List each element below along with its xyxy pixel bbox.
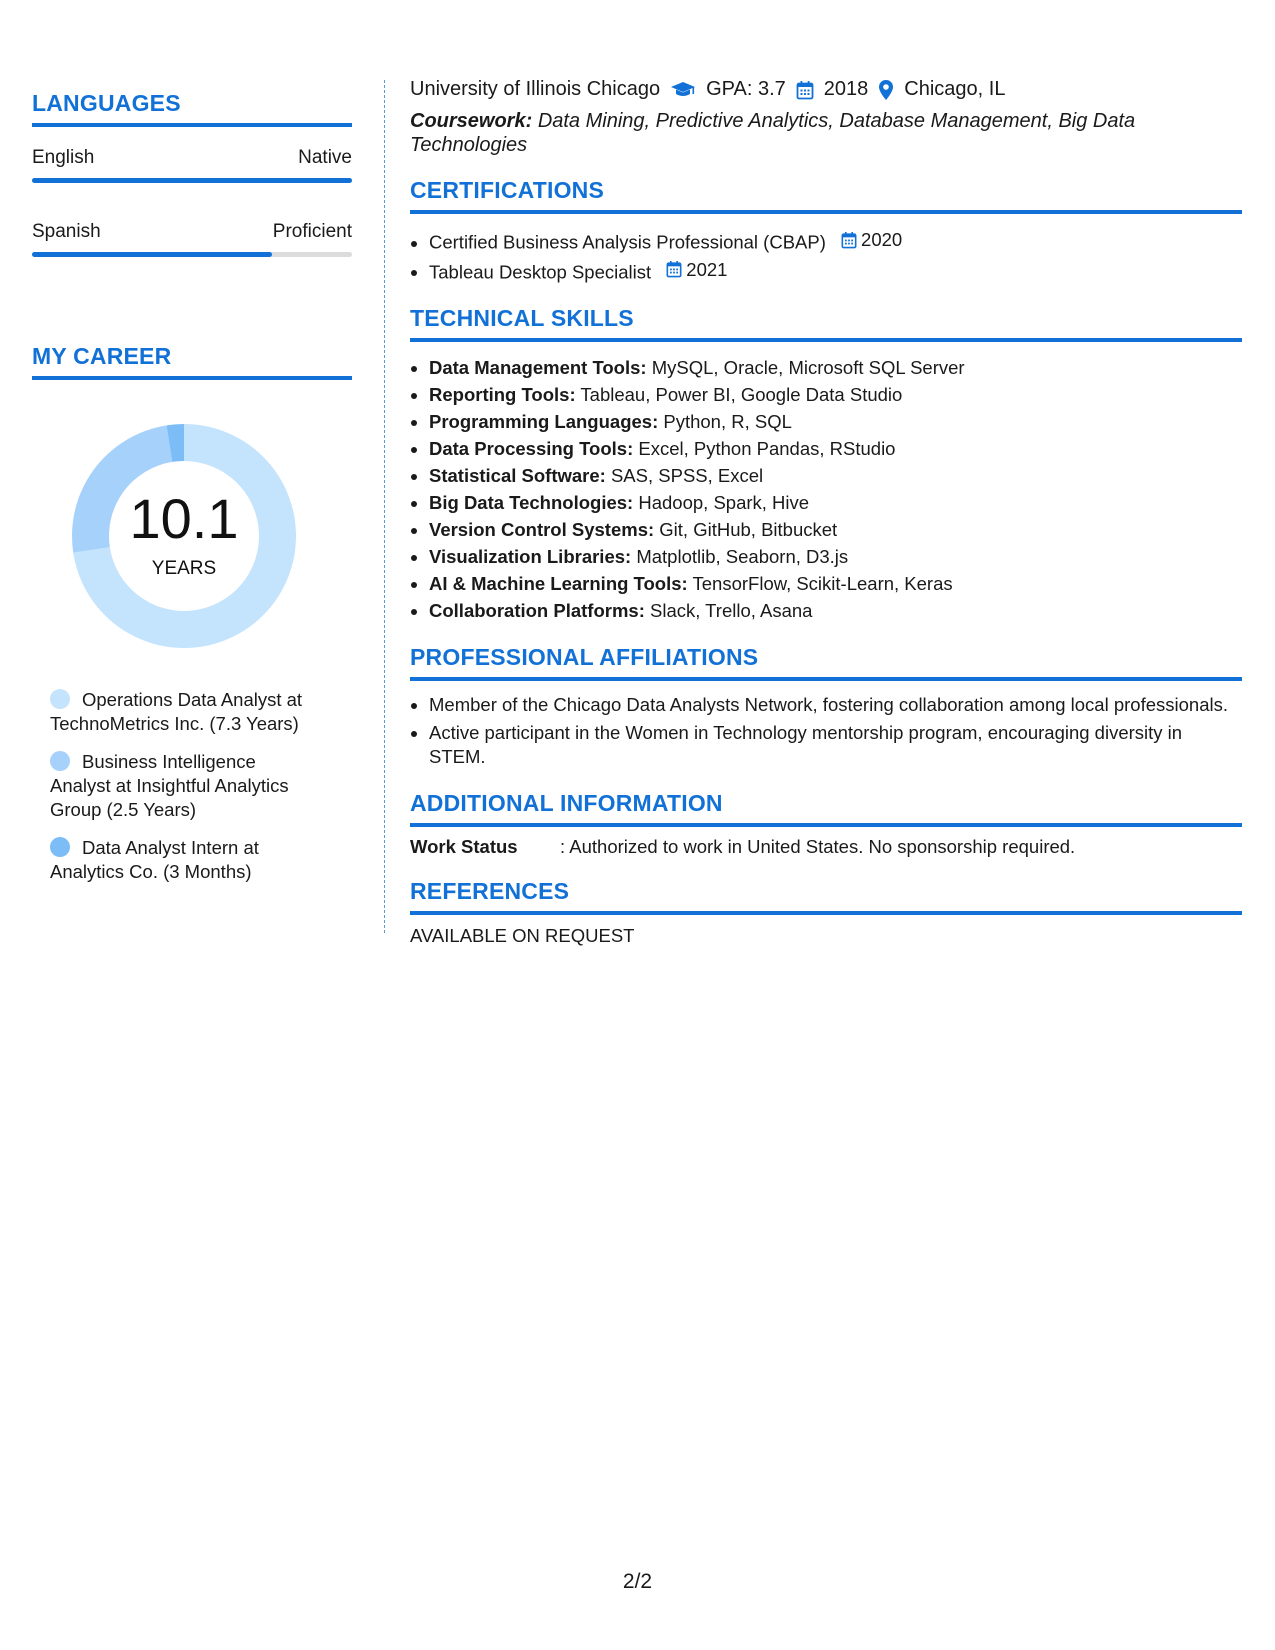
coursework (410, 109, 1242, 157)
legend-item (50, 688, 320, 736)
skill-label: Data Management Tools: (429, 357, 647, 378)
references-section (410, 878, 1242, 947)
column-divider (384, 80, 385, 933)
calendar-icon (841, 231, 857, 249)
coursework-text: Data Mining, Predictive Analytics, Database Management, Big Data Technologies (410, 110, 1136, 156)
career-section (32, 343, 352, 884)
education-line (410, 78, 1242, 101)
graduation-cap-icon (670, 80, 696, 100)
language-name: Spanish (32, 221, 101, 242)
map-pin-icon (878, 79, 894, 101)
career-title: MY CAREER (32, 343, 352, 380)
affiliation-item: • Member of the Chicago Data Analysts Network, fostering collaboration among local professionals. (429, 693, 1242, 718)
skill-label: Statistical Software: (429, 465, 606, 486)
language-level: Proficient (272, 221, 352, 242)
skill-item (429, 489, 1242, 516)
additional-info-section (410, 790, 1242, 858)
skill-item (429, 408, 1242, 435)
skill-item (429, 462, 1242, 489)
certifications-list (410, 226, 1242, 285)
skill-label: Version Control Systems: (429, 519, 655, 540)
career-total-unit: YEARS (151, 558, 217, 579)
certification-name: Tableau Desktop Specialist (429, 261, 652, 282)
skill-value: Matplotlib, Seaborn, D3.js (636, 546, 849, 567)
skill-item (429, 543, 1242, 570)
legend-dot (50, 689, 70, 709)
affiliations-list (410, 693, 1242, 770)
affiliations-section (410, 644, 1242, 770)
language-item (32, 221, 352, 257)
skill-label: Reporting Tools: (429, 384, 576, 405)
legend-label: Data Analyst Intern at Analytics Co. (3 Months) (50, 837, 259, 882)
school-location: Chicago, IL (904, 78, 1006, 100)
language-bar (32, 178, 352, 183)
references-text: AVAILABLE ON REQUEST (410, 924, 635, 946)
school-name: University of Illinois Chicago (410, 78, 661, 100)
certification-year: 2021 (686, 258, 728, 280)
skill-label: Collaboration Platforms: (429, 600, 645, 621)
language-name: English (32, 147, 95, 168)
skill-label: AI & Machine Learning Tools: (429, 573, 688, 594)
references-title: REFERENCES (410, 878, 1242, 915)
coursework-label: Coursework: (410, 110, 533, 132)
skill-item (429, 570, 1242, 597)
skill-label: Programming Languages: (429, 411, 659, 432)
skills-list (410, 354, 1242, 624)
affiliations-title: PROFESSIONAL AFFILIATIONS (410, 644, 1242, 681)
skill-item (429, 381, 1242, 408)
left-column (32, 90, 352, 898)
skill-label: Big Data Technologies: (429, 492, 634, 513)
skill-value: MySQL, Oracle, Microsoft SQL Server (651, 357, 965, 378)
certifications-section (410, 177, 1242, 285)
graduation-year: 2018 (823, 78, 869, 100)
calendar-icon (796, 80, 814, 100)
language-level: Native (298, 147, 352, 168)
work-status-row (410, 836, 1242, 858)
legend-label: Business Intelligence Analyst at Insightful Analytics Group (2.5 Years) (50, 751, 289, 820)
certification-item (429, 226, 1242, 256)
page-number: 2/2 (622, 1570, 653, 1593)
skill-item (429, 435, 1242, 462)
legend-dot (50, 837, 70, 857)
skill-item (429, 597, 1242, 624)
languages-title: LANGUAGES (32, 90, 352, 127)
career-legend (50, 688, 320, 884)
skill-value: Tableau, Power BI, Google Data Studio (580, 384, 903, 405)
additional-info-title: ADDITIONAL INFORMATION (410, 790, 1242, 827)
skill-label: Data Processing Tools: (429, 438, 634, 459)
certification-name: Certified Business Analysis Professional (CBAP) (429, 231, 826, 253)
skill-value: TensorFlow, Scikit-Learn, Keras (692, 573, 953, 594)
legend-item (50, 836, 320, 884)
skill-item (429, 354, 1242, 381)
work-status-label: Work Status (410, 835, 518, 857)
calendar-icon (666, 260, 682, 278)
skill-value: Excel, Python Pandas, RStudio (638, 438, 896, 459)
work-status-value: : Authorized to work in United States. No sponsorship required. (560, 835, 1076, 857)
language-bar-fill (32, 252, 272, 257)
skill-value: Git, GitHub, Bitbucket (659, 519, 838, 540)
right-column (410, 78, 1242, 947)
skills-section (410, 305, 1242, 624)
career-total-years: 10.1 (129, 487, 239, 550)
career-donut-chart (66, 418, 302, 654)
affiliation-item: • Active participant in the Women in Technology mentorship program, encouraging diversity in STEM. (429, 721, 1242, 770)
legend-label: Operations Data Analyst at TechnoMetrics Inc. (7.3 Years) (50, 689, 303, 734)
skill-value: SAS, SPSS, Excel (610, 465, 764, 486)
skill-item (429, 516, 1242, 543)
skill-value: Python, R, SQL (663, 411, 792, 432)
skill-value: Hadoop, Spark, Hive (638, 492, 810, 513)
skill-value: Slack, Trello, Asana (650, 600, 813, 621)
gpa: GPA: 3.7 (706, 78, 786, 100)
legend-item (50, 750, 320, 822)
language-bar (32, 252, 352, 257)
language-bar-fill (32, 178, 352, 183)
legend-dot (50, 751, 70, 771)
certification-item (429, 256, 1242, 286)
education-section (410, 78, 1242, 157)
certification-year: 2020 (861, 229, 903, 250)
certifications-title: CERTIFICATIONS (410, 177, 1242, 214)
languages-section (32, 90, 352, 257)
language-item (32, 147, 352, 183)
skill-label: Visualization Libraries: (429, 546, 632, 567)
skills-title: TECHNICAL SKILLS (410, 305, 1242, 342)
